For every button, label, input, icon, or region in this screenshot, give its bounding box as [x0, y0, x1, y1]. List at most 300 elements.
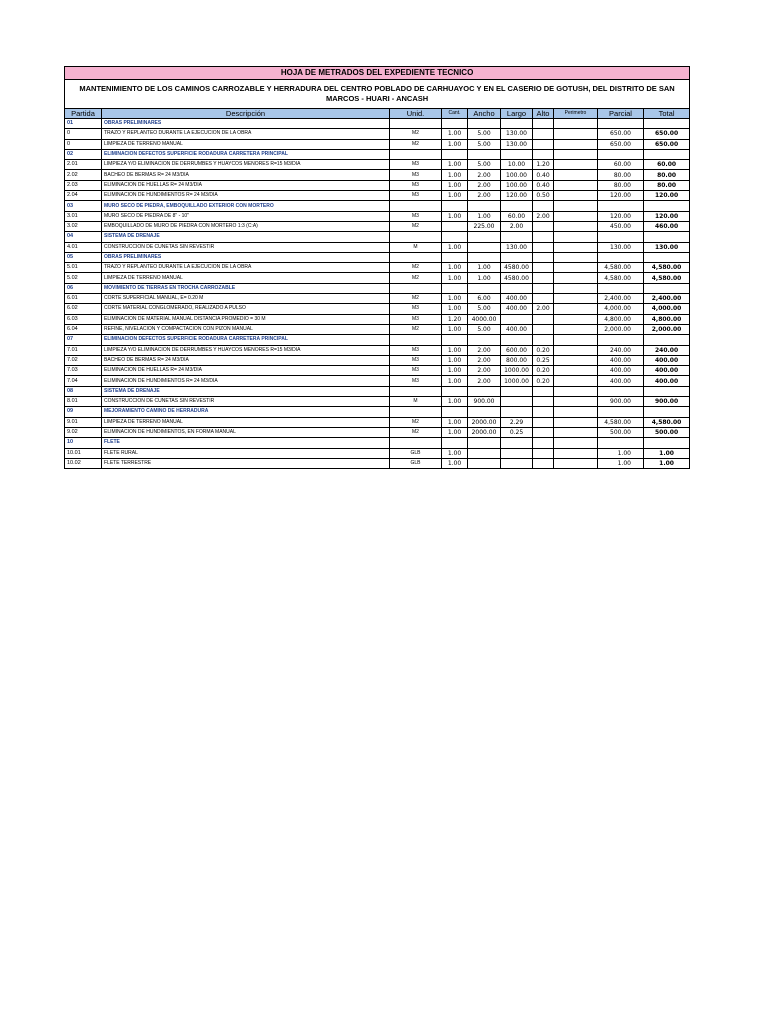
row-perimetro [554, 448, 598, 458]
row-total: 650.00 [644, 139, 690, 149]
row-unidad: M2 [390, 417, 442, 427]
row-total: 900.00 [644, 397, 690, 407]
row-total: 60.00 [644, 160, 690, 170]
row-partida: 6.04 [65, 324, 102, 334]
row-parcial: 80.00 [598, 170, 644, 180]
row-cantidad [442, 119, 468, 129]
row-ancho: 2.00 [468, 366, 501, 376]
row-descripcion: ELIMINACION DE HUELLAS R= 24 M3/DIA [102, 366, 390, 376]
row-alto [533, 252, 554, 262]
row-partida: 5.02 [65, 273, 102, 283]
row-alto [533, 221, 554, 231]
row-partida: 6.01 [65, 294, 102, 304]
col-largo: Largo [501, 109, 533, 119]
table-row [65, 139, 690, 149]
row-partida: 9.01 [65, 417, 102, 427]
row-descripcion: FLETE [102, 438, 390, 448]
table-row [65, 180, 690, 190]
row-unidad [390, 283, 442, 293]
row-parcial: 2,000.00 [598, 324, 644, 334]
row-largo [501, 314, 533, 324]
row-ancho [468, 407, 501, 417]
row-parcial: 400.00 [598, 376, 644, 386]
row-ancho: 5.00 [468, 129, 501, 139]
col-perimetro: Perimetro [554, 109, 598, 119]
row-parcial: 4,580.00 [598, 273, 644, 283]
row-alto [533, 273, 554, 283]
row-total: 240.00 [644, 345, 690, 355]
column-header-row [65, 109, 690, 119]
row-cantidad: 1.00 [442, 160, 468, 170]
row-alto: 2.00 [533, 304, 554, 314]
row-largo: 100.00 [501, 180, 533, 190]
row-total: 1.00 [644, 458, 690, 468]
metrados-sheet [64, 66, 689, 469]
table-row [65, 263, 690, 273]
row-descripcion: FLETE TERRESTRE [102, 458, 390, 468]
row-largo: 4580.00 [501, 273, 533, 283]
row-ancho: 5.00 [468, 139, 501, 149]
row-parcial [598, 149, 644, 159]
row-cantidad: 1.00 [442, 345, 468, 355]
row-largo [501, 458, 533, 468]
section-row [65, 149, 690, 159]
row-largo: 800.00 [501, 355, 533, 365]
row-largo: 130.00 [501, 242, 533, 252]
table-row [65, 458, 690, 468]
row-total: 500.00 [644, 427, 690, 437]
row-alto [533, 407, 554, 417]
row-alto: 0.25 [533, 355, 554, 365]
row-descripcion: ELIMINACION DE HUELLAS R= 24 M3/DIA [102, 180, 390, 190]
row-total [644, 283, 690, 293]
row-alto: 0.20 [533, 345, 554, 355]
row-total: 650.00 [644, 129, 690, 139]
row-alto [533, 139, 554, 149]
row-unidad [390, 232, 442, 242]
row-unidad: M [390, 242, 442, 252]
row-cantidad: 1.00 [442, 191, 468, 201]
row-alto [533, 119, 554, 129]
row-alto: 0.20 [533, 376, 554, 386]
row-ancho: 900.00 [468, 397, 501, 407]
row-descripcion: SISTEMA DE DRENAJE [102, 232, 390, 242]
row-cantidad: 1.00 [442, 211, 468, 221]
col-alto: Alto [533, 109, 554, 119]
table-row [65, 273, 690, 283]
row-ancho: 2.00 [468, 345, 501, 355]
col-ancho: Ancho [468, 109, 501, 119]
row-largo: 130.00 [501, 139, 533, 149]
row-ancho [468, 242, 501, 252]
row-parcial [598, 232, 644, 242]
row-perimetro [554, 304, 598, 314]
row-unidad [390, 386, 442, 396]
row-largo: 600.00 [501, 345, 533, 355]
row-alto [533, 386, 554, 396]
row-unidad [390, 407, 442, 417]
row-total: 4,580.00 [644, 263, 690, 273]
row-unidad: GLB [390, 458, 442, 468]
project-name: MANTENIMIENTO DE LOS CAMINOS CARROZABLE Y HERRADURA DEL CENTRO POBLADO DE CARHUAYOC Y EN EL CASERIO DE GOTUSH, DEL DISTRITO DE SAN MARCOS - HUARI - ANCASH [65, 80, 690, 109]
row-perimetro [554, 129, 598, 139]
row-alto [533, 335, 554, 345]
row-perimetro [554, 149, 598, 159]
row-ancho: 2.00 [468, 191, 501, 201]
row-alto: 1.20 [533, 160, 554, 170]
row-largo: 400.00 [501, 304, 533, 314]
row-alto [533, 458, 554, 468]
row-descripcion: ELIMINACION DEFECTOS SUPERFICIE RODADURA CARRETERA PRINCIPAL [102, 335, 390, 345]
row-perimetro [554, 221, 598, 231]
section-row [65, 201, 690, 211]
table-row [65, 376, 690, 386]
row-largo [501, 232, 533, 242]
row-ancho [468, 201, 501, 211]
row-parcial: 120.00 [598, 211, 644, 221]
row-partida: 03 [65, 201, 102, 211]
row-partida: 3.01 [65, 211, 102, 221]
row-total: 80.00 [644, 170, 690, 180]
row-parcial [598, 386, 644, 396]
row-ancho [468, 386, 501, 396]
row-perimetro [554, 139, 598, 149]
row-unidad: M2 [390, 221, 442, 231]
row-largo [501, 119, 533, 129]
row-largo: 60.00 [501, 211, 533, 221]
row-partida: 01 [65, 119, 102, 129]
row-total [644, 119, 690, 129]
row-cantidad: 1.00 [442, 427, 468, 437]
row-perimetro [554, 160, 598, 170]
row-alto [533, 427, 554, 437]
row-unidad: M3 [390, 314, 442, 324]
row-cantidad: 1.00 [442, 180, 468, 190]
row-unidad [390, 149, 442, 159]
sheet-title-row [65, 67, 690, 80]
row-ancho: 2.00 [468, 355, 501, 365]
row-partida: 6.03 [65, 314, 102, 324]
row-unidad: M2 [390, 273, 442, 283]
row-parcial: 400.00 [598, 366, 644, 376]
row-ancho: 2.00 [468, 180, 501, 190]
row-perimetro [554, 397, 598, 407]
row-ancho: 2000.00 [468, 427, 501, 437]
row-partida: 5.01 [65, 263, 102, 273]
row-total: 400.00 [644, 376, 690, 386]
row-parcial: 4,580.00 [598, 417, 644, 427]
row-perimetro [554, 376, 598, 386]
row-partida: 2.02 [65, 170, 102, 180]
row-parcial: 650.00 [598, 139, 644, 149]
row-partida: 8.01 [65, 397, 102, 407]
row-unidad: M2 [390, 139, 442, 149]
section-row [65, 252, 690, 262]
row-partida: 4.01 [65, 242, 102, 252]
row-cantidad [442, 232, 468, 242]
row-ancho [468, 149, 501, 159]
row-descripcion: OBRAS PRELIMINARES [102, 119, 390, 129]
row-partida: 7.02 [65, 355, 102, 365]
row-ancho [468, 458, 501, 468]
row-cantidad: 1.00 [442, 376, 468, 386]
row-perimetro [554, 427, 598, 437]
row-alto [533, 314, 554, 324]
row-total: 4,580.00 [644, 273, 690, 283]
row-cantidad: 1.00 [442, 294, 468, 304]
row-alto [533, 324, 554, 334]
row-largo: 10.00 [501, 160, 533, 170]
row-alto [533, 294, 554, 304]
row-cantidad [442, 149, 468, 159]
row-descripcion: MURO SECO DE PIEDRA, EMBOQUILLADO EXTERIOR CON MORTERO [102, 201, 390, 211]
project-row [65, 80, 690, 109]
table-row [65, 427, 690, 437]
row-perimetro [554, 417, 598, 427]
row-ancho: 5.00 [468, 324, 501, 334]
row-parcial: 400.00 [598, 355, 644, 365]
table-row [65, 304, 690, 314]
col-total: Total [644, 109, 690, 119]
row-largo: 1000.00 [501, 366, 533, 376]
row-perimetro [554, 180, 598, 190]
section-row [65, 438, 690, 448]
row-cantidad: 1.00 [442, 273, 468, 283]
section-row [65, 232, 690, 242]
row-ancho: 4000.00 [468, 314, 501, 324]
row-total: 4,800.00 [644, 314, 690, 324]
col-parcial: Parcial [598, 109, 644, 119]
row-unidad: M2 [390, 263, 442, 273]
row-perimetro [554, 119, 598, 129]
row-ancho: 225.00 [468, 221, 501, 231]
table-row [65, 160, 690, 170]
row-unidad: M3 [390, 304, 442, 314]
row-alto [533, 397, 554, 407]
row-descripcion: SISTEMA DE DRENAJE [102, 386, 390, 396]
row-descripcion: ELIMINACION DE MATERIAL MANUAL DISTANCIA PROMEDIO = 30 M [102, 314, 390, 324]
row-partida: 10 [65, 438, 102, 448]
row-total: 2,000.00 [644, 324, 690, 334]
row-parcial: 1.00 [598, 448, 644, 458]
row-partida: 2.04 [65, 191, 102, 201]
row-descripcion: LIMPIEZA Y/O ELIMINACION DE DERRUMBES Y HUAYCOS MENORES R=15 M3/DIA [102, 160, 390, 170]
row-partida: 0 [65, 139, 102, 149]
row-total: 460.00 [644, 221, 690, 231]
table-row [65, 417, 690, 427]
row-cantidad: 1.00 [442, 242, 468, 252]
row-descripcion: TRAZO Y REPLANTEO DURANTE LA EJECUCION DE LA OBRA [102, 129, 390, 139]
row-parcial [598, 438, 644, 448]
row-cantidad [442, 252, 468, 262]
row-parcial [598, 283, 644, 293]
row-ancho [468, 283, 501, 293]
row-parcial [598, 119, 644, 129]
row-perimetro [554, 232, 598, 242]
row-unidad: M3 [390, 211, 442, 221]
row-unidad: M3 [390, 180, 442, 190]
row-partida: 08 [65, 386, 102, 396]
table-row [65, 170, 690, 180]
row-parcial [598, 335, 644, 345]
row-perimetro [554, 294, 598, 304]
row-unidad: M2 [390, 129, 442, 139]
table-row [65, 345, 690, 355]
row-largo [501, 283, 533, 293]
row-cantidad [442, 221, 468, 231]
row-partida: 07 [65, 335, 102, 345]
row-cantidad: 1.00 [442, 324, 468, 334]
row-descripcion: ELIMINACION DE HUNDIMIENTOS R= 24 M3/DIA [102, 376, 390, 386]
row-parcial: 900.00 [598, 397, 644, 407]
row-cantidad: 1.00 [442, 139, 468, 149]
row-descripcion: MEJORAMIENTO CAMINO DE HERRADURA [102, 407, 390, 417]
row-cantidad [442, 283, 468, 293]
row-descripcion: TRAZO Y REPLANTEO DURANTE LA EJECUCION DE LA OBRA [102, 263, 390, 273]
row-descripcion: REFINE, NIVELACION Y COMPACTACION CON PIZON MANUAL [102, 324, 390, 334]
row-descripcion: CORTE SUPERFICIAL MANUAL, E= 0.20 M [102, 294, 390, 304]
row-perimetro [554, 283, 598, 293]
row-alto [533, 283, 554, 293]
row-total: 120.00 [644, 211, 690, 221]
row-perimetro [554, 273, 598, 283]
row-total: 1.00 [644, 448, 690, 458]
row-unidad [390, 252, 442, 262]
section-row [65, 335, 690, 345]
row-partida: 02 [65, 149, 102, 159]
row-unidad: M3 [390, 170, 442, 180]
row-descripcion: EMBOQUILLADO DE MURO DE PIEDRA CON MORTERO 1:3 (C:A) [102, 221, 390, 231]
row-perimetro [554, 263, 598, 273]
sheet-title: HOJA DE METRADOS DEL EXPEDIENTE TECNICO [65, 67, 690, 80]
row-perimetro [554, 324, 598, 334]
row-descripcion: BACHEO DE BERMAS R= 24 M3/DIA [102, 170, 390, 180]
row-cantidad: 1.00 [442, 397, 468, 407]
row-perimetro [554, 366, 598, 376]
row-largo [501, 407, 533, 417]
row-largo: 100.00 [501, 170, 533, 180]
row-parcial [598, 407, 644, 417]
row-cantidad: 1.20 [442, 314, 468, 324]
row-ancho: 1.00 [468, 263, 501, 273]
row-total [644, 232, 690, 242]
row-ancho: 1.00 [468, 273, 501, 283]
row-unidad: M2 [390, 294, 442, 304]
row-parcial: 130.00 [598, 242, 644, 252]
row-alto: 0.20 [533, 366, 554, 376]
row-largo: 2.29 [501, 417, 533, 427]
row-partida: 2.03 [65, 180, 102, 190]
section-row [65, 119, 690, 129]
row-descripcion: CONSTRUCCION DE CUNETAS SIN REVESTIR [102, 242, 390, 252]
row-total [644, 407, 690, 417]
row-ancho [468, 119, 501, 129]
row-ancho: 6.00 [468, 294, 501, 304]
row-unidad [390, 201, 442, 211]
row-ancho: 2.00 [468, 376, 501, 386]
row-partida: 2.01 [65, 160, 102, 170]
row-perimetro [554, 458, 598, 468]
row-perimetro [554, 386, 598, 396]
row-parcial: 4,800.00 [598, 314, 644, 324]
row-descripcion: LIMPIEZA Y/O ELIMINACION DE DERRUMBES Y HUAYCOS MENORES R=15 M3/DIA [102, 345, 390, 355]
row-unidad: M3 [390, 366, 442, 376]
row-parcial: 4,580.00 [598, 263, 644, 273]
row-total [644, 252, 690, 262]
row-perimetro [554, 438, 598, 448]
table-row [65, 294, 690, 304]
row-parcial: 1.00 [598, 458, 644, 468]
row-largo [501, 386, 533, 396]
row-ancho: 5.00 [468, 160, 501, 170]
row-total [644, 438, 690, 448]
row-largo [501, 201, 533, 211]
row-descripcion: ELIMINACION DE HUNDIMIENTOS R= 24 M3/DIA [102, 191, 390, 201]
row-partida: 3.02 [65, 221, 102, 231]
row-partida: 9.02 [65, 427, 102, 437]
row-ancho [468, 232, 501, 242]
row-descripcion: CONSTRUCCION DE CUNETAS SIN REVESTIR [102, 397, 390, 407]
row-cantidad [442, 386, 468, 396]
col-cantidad: Cant. [442, 109, 468, 119]
row-unidad: M3 [390, 355, 442, 365]
row-unidad: M3 [390, 376, 442, 386]
table-row [65, 324, 690, 334]
row-descripcion: FLETE RURAL [102, 448, 390, 458]
row-descripcion: OBRAS PRELIMINARES [102, 252, 390, 262]
row-perimetro [554, 191, 598, 201]
row-cantidad: 1.00 [442, 170, 468, 180]
row-partida: 7.04 [65, 376, 102, 386]
row-cantidad: 1.00 [442, 366, 468, 376]
row-unidad: M2 [390, 427, 442, 437]
row-cantidad: 1.00 [442, 129, 468, 139]
row-largo [501, 397, 533, 407]
row-parcial: 4,000.00 [598, 304, 644, 314]
row-alto [533, 232, 554, 242]
row-total: 4,580.00 [644, 417, 690, 427]
table-row [65, 448, 690, 458]
row-descripcion: CORTE MATERIAL CONGLOMERADO, REALIZADO A PULSO [102, 304, 390, 314]
row-partida: 0 [65, 129, 102, 139]
row-ancho [468, 252, 501, 262]
table-row [65, 397, 690, 407]
row-unidad [390, 438, 442, 448]
row-cantidad: 1.00 [442, 304, 468, 314]
row-descripcion: LIMPIEZA DE TERRENO MANUAL [102, 273, 390, 283]
row-partida: 06 [65, 283, 102, 293]
row-total: 400.00 [644, 366, 690, 376]
row-total: 80.00 [644, 180, 690, 190]
row-largo: 4580.00 [501, 263, 533, 273]
row-descripcion: MOVIMIENTO DE TIERRAS EN TROCHA CARROZABLE [102, 283, 390, 293]
row-total [644, 201, 690, 211]
row-alto [533, 129, 554, 139]
row-alto [533, 149, 554, 159]
row-perimetro [554, 407, 598, 417]
row-unidad [390, 335, 442, 345]
row-descripcion: LIMPIEZA DE TERRENO MANUAL [102, 417, 390, 427]
row-parcial: 650.00 [598, 129, 644, 139]
row-parcial [598, 252, 644, 262]
row-alto [533, 438, 554, 448]
table-row [65, 314, 690, 324]
row-total [644, 386, 690, 396]
section-row [65, 283, 690, 293]
row-perimetro [554, 211, 598, 221]
row-cantidad: 1.00 [442, 448, 468, 458]
row-parcial: 240.00 [598, 345, 644, 355]
